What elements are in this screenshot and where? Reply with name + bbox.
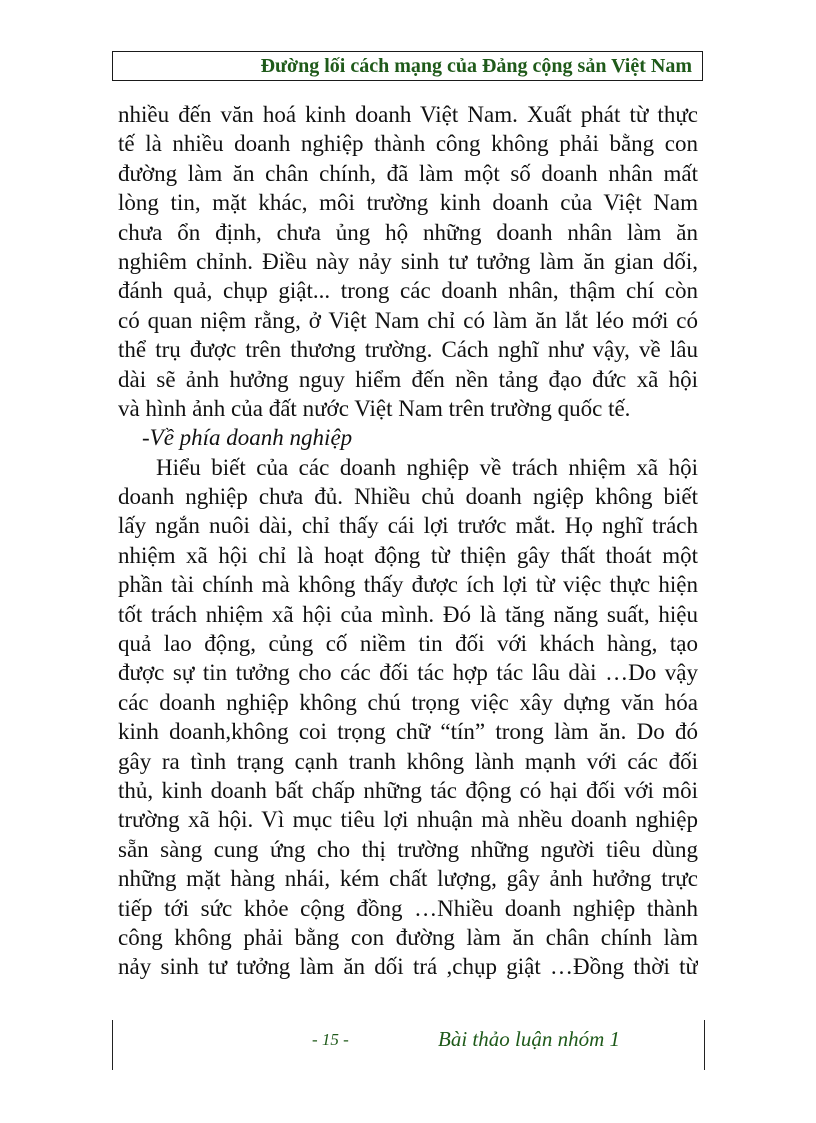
text-line: những mặt hàng nhái, kém chất lượng, gây ảnh hưởng trực: [118, 866, 698, 892]
text-line: nghiêm chỉnh. Điều này nảy sinh tư tưởng làm ăn gian dối,: [118, 248, 698, 274]
text-line: gây ra tình trạng cạnh tranh không lành mạnh với các đối: [118, 748, 698, 774]
text-line: Hiểu biết của các doanh nghiệp về trách nhiệm xã hội: [156, 454, 698, 480]
text-line: các doanh nghiệp không chú trọng việc xây dựng văn hóa: [118, 689, 698, 715]
text-line: lấy ngắn nuôi dài, chỉ thấy cái lợi trước mắt. Họ nghĩ trách: [118, 513, 698, 539]
text-line: dài sẽ ảnh hưởng nguy hiểm đến nền tảng đạo đức xã hội: [118, 366, 698, 392]
text-line: sẵn sàng cung ứng cho thị trường những người tiêu dùng: [118, 836, 698, 862]
page-number: - 15 -: [312, 1030, 349, 1049]
text-line: đường làm ăn chân chính, đã làm một số doanh nhân mất: [118, 160, 698, 186]
text-line: có quan niệm rằng, ở Việt Nam chỉ có làm ăn lắt léo mới có: [118, 307, 698, 333]
text-line: lòng tin, mặt khác, môi trường kinh doanh của Việt Nam: [118, 190, 698, 216]
footer-right-rule: [704, 1020, 705, 1070]
body-text: [118, 100, 698, 982]
text-line: được sự tin tưởng cho các đối tác hợp tác lâu dài …Do vậy: [118, 660, 698, 686]
text-line: nhiệm xã hội chỉ là hoạt động từ thiện gây thất thoát một: [118, 542, 698, 568]
section-heading: -Về phía doanh nghiệp: [142, 425, 353, 451]
page-footer: [112, 1020, 705, 1070]
text-line: nảy sinh tư tưởng làm ăn dối trá ,chụp giật …Đồng thời từ: [118, 954, 698, 980]
text-line: thể trụ được trên thương trường. Cách nghĩ như vậy, về lâu: [118, 337, 698, 363]
text-line: chưa ổn định, chưa ủng hộ những doanh nhân làm ăn: [118, 219, 698, 245]
text-line: trường xã hội. Vì mục tiêu lợi nhuận mà nhều doanh nghiệp: [118, 807, 698, 833]
footer-left-rule: [112, 1020, 113, 1070]
text-line: công không phải bằng con đường làm ăn chân chính làm: [118, 924, 698, 950]
text-line: nhiều đến văn hoá kinh doanh Việt Nam. Xuất phát từ thực: [118, 102, 698, 127]
header-title: Đường lối cách mạng của Đảng cộng sản Việt Nam: [260, 54, 692, 77]
text-line: thủ, kinh doanh bất chấp những tác động có hại đối với môi: [118, 777, 698, 803]
text-line: đánh quả, chụp giật... trong các doanh nhân, thậm chí còn: [118, 278, 698, 304]
text-line: kinh doanh,không coi trọng chữ “tín” trong làm ăn. Do đó: [118, 719, 698, 745]
text-line: và hình ảnh của đất nước Việt Nam trên trường quốc tế.: [118, 395, 631, 421]
text-line: tiếp tới sức khỏe cộng đồng …Nhiều doanh nghiệp thành: [118, 895, 698, 921]
text-line: doanh nghiệp chưa đủ. Nhiều chủ doanh ngiệp không biết: [118, 484, 698, 510]
text-line: tế là nhiều doanh nghiệp thành công không phải bằng con: [118, 131, 698, 157]
footer-group-label: Bài thảo luận nhóm 1: [438, 1027, 620, 1051]
page-header: [112, 51, 703, 81]
text-line: quả lao động, củng cố niềm tin đối với khách hàng, tạo: [118, 631, 698, 657]
text-line: tốt trách nhiệm xã hội của mình. Đó là tăng năng suất, hiệu: [118, 601, 698, 627]
text-line: phần tài chính mà không thấy được ích lợi từ việc thực hiện: [118, 572, 698, 598]
